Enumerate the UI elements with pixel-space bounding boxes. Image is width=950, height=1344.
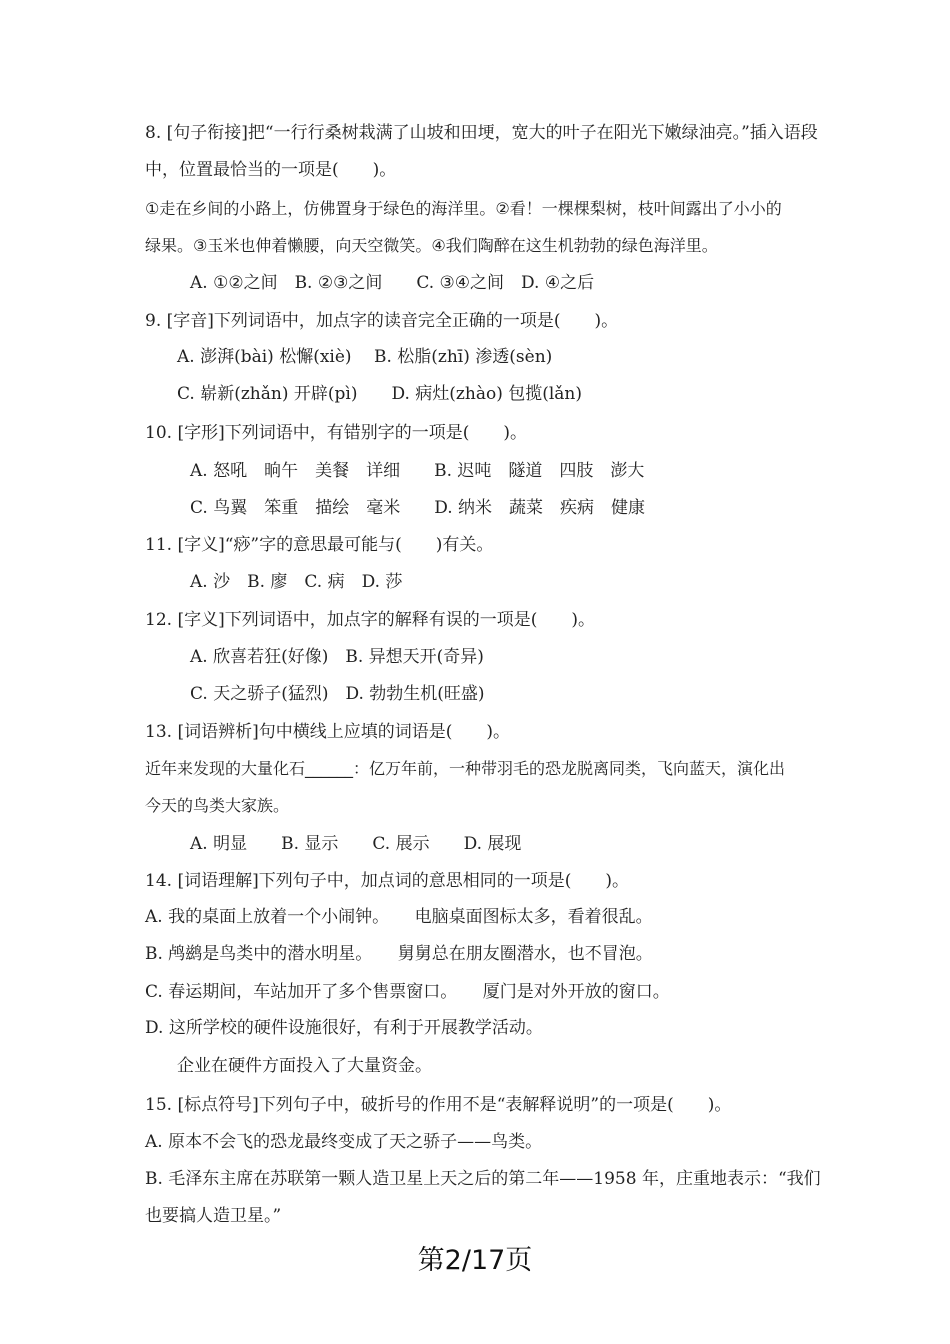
q13-passage-line2: 今天的鸟类大家族。 [145, 796, 290, 815]
q14-option-d-line2: 企业在硬件方面投入了大量资金。 [177, 1056, 432, 1076]
q13-passage-line1: 近年来发现的大量化石______：亿万年前，一种带羽毛的恐龙脱离同类，飞向蓝天，演化出 [145, 759, 786, 778]
q14-option-d-line1: D. 这所学校的硬件设施很好，有利于开展教学活动。 [145, 1018, 543, 1038]
q14-option-c: C. 春运期间，车站加开了多个售票窗口。 厦门是对外开放的窗口。 [145, 982, 670, 1002]
q8-passage-line1: ①走在乡间的小路上，仿佛置身于绿色的海洋里。②看！一棵棵梨树，枝叶间露出了小小的 [145, 199, 782, 218]
q11-options: A. 沙 B. 廖 C. 病 D. 莎 [190, 572, 403, 592]
q15-option-b-line1: B. 毛泽东主席在苏联第一颗人造卫星上天之后的第二年——1958 年，庄重地表示：“我们 [145, 1169, 821, 1189]
q9-options-ab: A. 澎湃(bài) 松懈(xiè) B. 松脂(zhī) 渗透(sèn) [177, 347, 553, 367]
q8-stem-line1: 8. [句子衔接]把“一行行桑树栽满了山坡和田埂，宽大的叶子在阳光下嫩绿油亮。”插入语段 [145, 123, 818, 143]
q11-stem: 11. [字义]“痧”字的意思最可能与( )有关。 [145, 535, 494, 555]
q8-stem-line2: 中，位置最恰当的一项是( )。 [145, 160, 397, 180]
q12-options-ab: A. 欣喜若狂(好像) B. 异想天开(奇异) [190, 647, 484, 667]
q15-option-b-line2: 也要搞人造卫星。” [145, 1206, 282, 1226]
q13-options: A. 明显 B. 显示 C. 展示 D. 展现 [190, 834, 522, 854]
q12-options-cd: C. 天之骄子(猛烈) D. 勃勃生机(旺盛) [190, 684, 485, 704]
q8-passage-line2: 绿果。③玉米也伸着懒腰，向天空微笑。④我们陶醉在这生机勃勃的绿色海洋里。 [145, 236, 718, 255]
q13-stem: 13. [词语辨析]句中横线上应填的词语是( )。 [145, 722, 510, 742]
page-number: 第2/17页 [417, 1245, 533, 1276]
q14-option-b: B. 鸬鹚是鸟类中的潜水明星。 舅舅总在朋友圈潜水，也不冒泡。 [145, 944, 653, 964]
q15-stem: 15. [标点符号]下列句子中，破折号的作用不是“表解释说明”的一项是( )。 [145, 1095, 732, 1115]
q15-option-a: A. 原本不会飞的恐龙最终变成了天之骄子——鸟类。 [145, 1132, 543, 1152]
q14-option-a: A. 我的桌面上放着一个小闹钟。 电脑桌面图标太多，看着很乱。 [145, 907, 653, 927]
q10-options-ab: A. 怒吼 晌午 美餐 详细 B. 迟吨 隧道 四肢 澎大 [190, 461, 645, 481]
q9-stem: 9. [字音]下列词语中，加点字的读音完全正确的一项是( )。 [145, 311, 619, 331]
q14-stem: 14. [词语理解]下列句子中，加点词的意思相同的一项是( )。 [145, 871, 629, 891]
q9-options-cd: C. 崭新(zhǎn) 开辟(pì) D. 病灶(zhào) 包揽(lǎn) [177, 384, 583, 404]
q10-options-cd: C. 鸟翼 笨重 描绘 毫米 D. 纳米 蔬菜 疾病 健康 [190, 498, 646, 518]
q8-options: A. ①②之间 B. ②③之间 C. ③④之间 D. ④之后 [190, 273, 595, 293]
q10-stem: 10. [字形]下列词语中，有错别字的一项是( )。 [145, 423, 527, 443]
q12-stem: 12. [字义]下列词语中，加点字的解释有误的一项是( )。 [145, 610, 595, 630]
